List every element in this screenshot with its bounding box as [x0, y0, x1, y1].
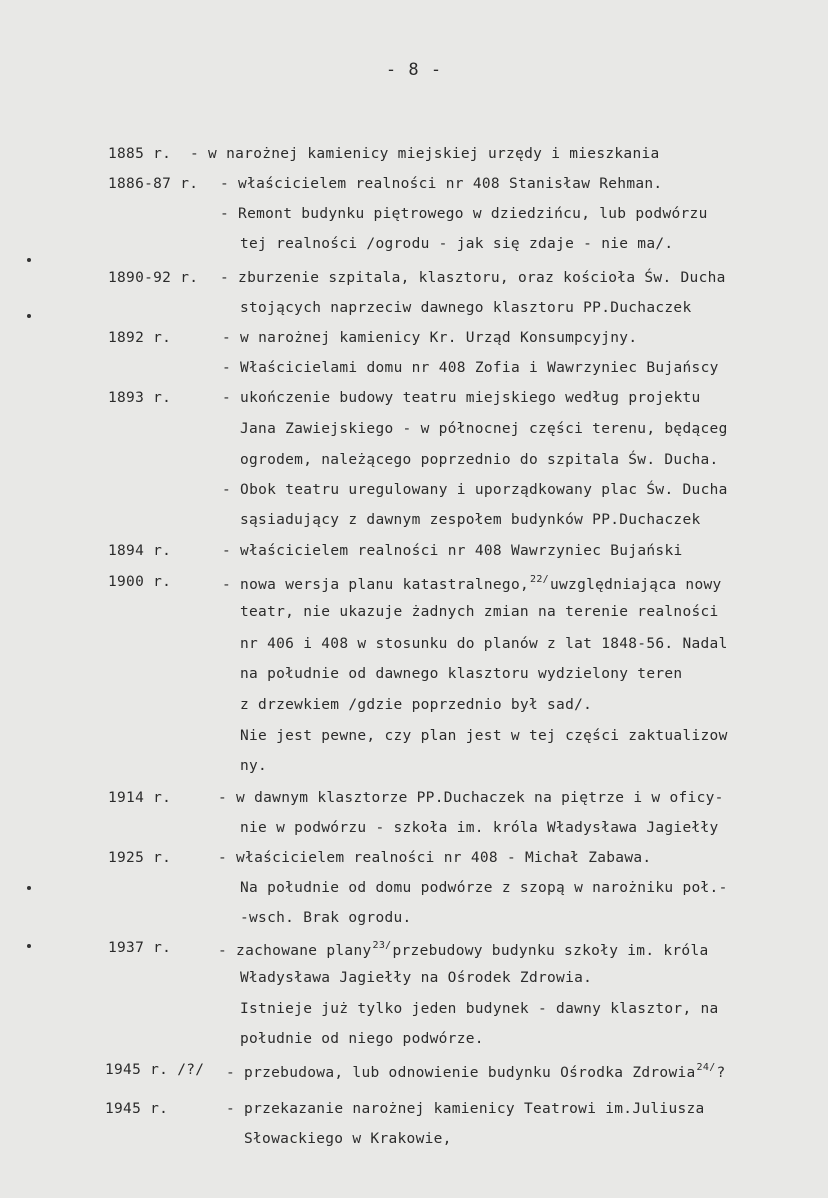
entry-text: - Remont budynku piętrowego w dziedzińcu, lub podwórzu [220, 206, 708, 222]
binding-hole-mark [27, 314, 31, 318]
entry-year: 1900 r. [108, 574, 172, 590]
entry-year: 1945 r. [105, 1101, 169, 1117]
entry-text-before: - zachowane plany [218, 943, 372, 959]
footnote-ref: 24/ [696, 1062, 716, 1073]
entry-text: nie w podwórzu - szkoła im. króla Władysława Jagiełły [240, 820, 719, 836]
entry-text [226, 1062, 726, 1081]
entry-text: -wsch. Brak ogrodu. [240, 910, 412, 926]
entry-text-before: - nowa wersja planu katastralnego, [222, 577, 530, 593]
entry-text: na południe od dawnego klasztoru wydzielony teren [240, 666, 683, 682]
entry-year: 1890-92 r. [108, 270, 199, 286]
entry-text: ogrodem, należącego poprzednio do szpitala Św. Ducha. [240, 452, 719, 468]
entry-text: - Właścicielami domu nr 408 Zofia i Wawrzyniec Bujańscy [222, 360, 719, 376]
entry-text: Słowackiego w Krakowie, [244, 1131, 452, 1147]
entry-text: teatr, nie ukazuje żadnych zmian na terenie realności [240, 604, 719, 620]
footnote-ref: 23/ [372, 940, 392, 951]
entry-text: ny. [240, 758, 268, 774]
entry-text: Władysława Jagiełły na Ośrodek Zdrowia. [240, 970, 593, 986]
entry-year: 1892 r. [108, 330, 172, 346]
entry-text: Na południe od domu podwórze z szopą w narożniku poł.- [240, 880, 728, 896]
entry-text [218, 940, 709, 959]
entry-text: - właścicielem realności nr 408 - Michał Zabawa. [218, 850, 652, 866]
entry-year: 1914 r. [108, 790, 172, 806]
footnote-ref: 22/ [530, 574, 549, 585]
entry-year: 1945 r. /?/ [105, 1062, 205, 1078]
entry-text-after: uwzględniająca nowy [549, 577, 722, 593]
entry-text: Jana Zawiejskiego - w północnej części terenu, będąceg [240, 421, 728, 437]
entry-text: tej realności /ogrodu - jak się zdaje - nie ma/. [240, 236, 674, 252]
entry-year: 1885 r. [108, 146, 172, 162]
entry-text: stojących naprzeciw dawnego klasztoru PP.Duchaczek [240, 300, 692, 316]
entry-text: - w narożnej kamienicy Kr. Urząd Konsumpcyjny. [222, 330, 638, 346]
entry-text: - właścicielem realności nr 408 Stanisław Rehman. [220, 176, 663, 192]
binding-hole-mark [27, 944, 31, 948]
entry-text: - właścicielem realności nr 408 Wawrzyniec Bujański [222, 543, 683, 559]
entry-year: 1894 r. [108, 543, 172, 559]
entry-year: 1886-87 r. [108, 176, 199, 192]
entry-text: - w narożnej kamienicy miejskiej urzędy i mieszkania [190, 146, 660, 162]
entry-text: z drzewkiem /gdzie poprzednio był sad/. [240, 697, 593, 713]
page-number: - 8 - [385, 60, 443, 80]
entry-text: Istnieje już tylko jeden budynek - dawny klasztor, na [240, 1001, 719, 1017]
entry-text: - przekazanie narożnej kamienicy Teatrowi im.Juliusza [226, 1101, 705, 1117]
entry-text-after: przebudowy budynku szkoły im. króla [392, 943, 709, 959]
entry-text: - ukończenie budowy teatru miejskiego według projektu [222, 390, 701, 406]
entry-text: sąsiadujący z dawnym zespołem budynków PP.Duchaczek [240, 512, 701, 528]
binding-hole-mark [27, 258, 31, 262]
entry-text: - zburzenie szpitala, klasztoru, oraz kościoła Św. Ducha [220, 270, 726, 286]
entry-year: 1925 r. [108, 850, 172, 866]
entry-text-after: ? [716, 1065, 726, 1081]
entry-text: Nie jest pewne, czy plan jest w tej części zaktualizow [240, 728, 728, 744]
entry-text-before: - przebudowa, lub odnowienie budynku Ośrodka Zdrowia [226, 1065, 696, 1081]
entry-text: - Obok teatru uregulowany i uporządkowany plac Św. Ducha [222, 482, 728, 498]
entry-text: nr 406 i 408 w stosunku do planów z lat 1848-56. Nadal [240, 636, 728, 652]
entry-text: południe od niego podwórze. [240, 1031, 484, 1047]
entry-year: 1893 r. [108, 390, 172, 406]
entry-text [222, 574, 722, 593]
entry-text: - w dawnym klasztorze PP.Duchaczek na piętrze i w oficy- [218, 790, 724, 806]
entry-year: 1937 r. [108, 940, 172, 956]
binding-hole-mark [27, 886, 31, 890]
